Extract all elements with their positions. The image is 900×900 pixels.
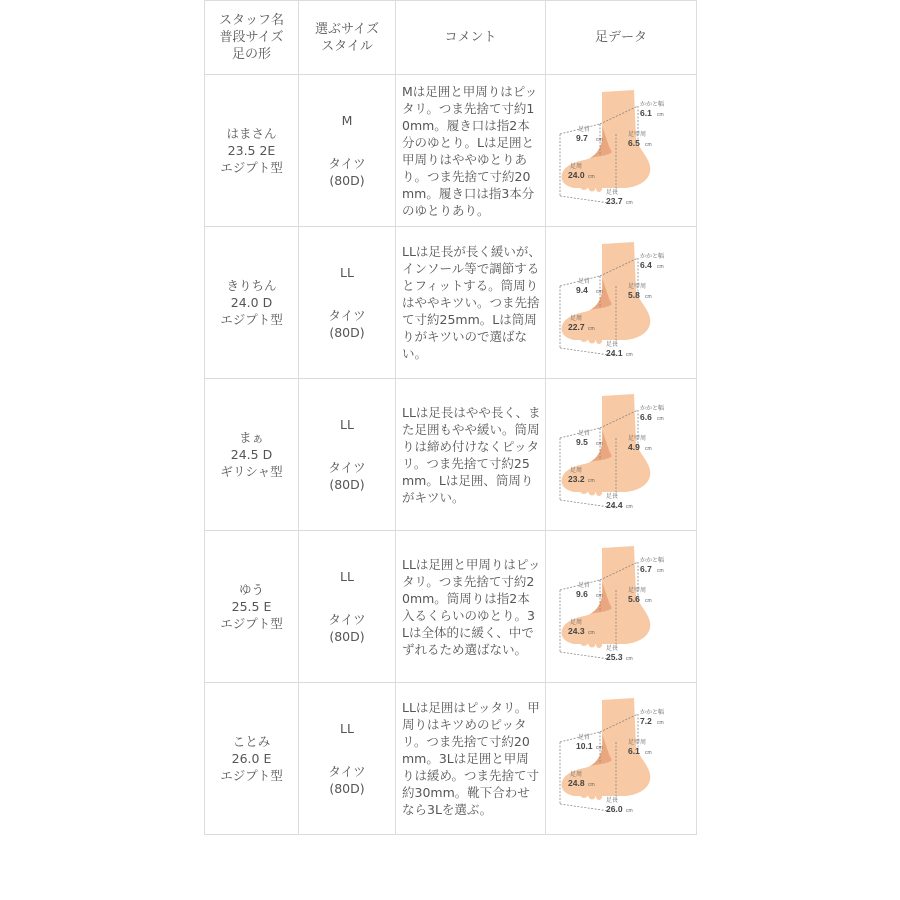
- length-value: 26.0: [606, 803, 623, 814]
- length-label: 足長: [606, 645, 619, 652]
- usual-size: 23.5 2E: [227, 143, 276, 158]
- header-staff-line1: スタッフ名: [218, 13, 284, 28]
- size-comparison-table-wrapper: [204, 0, 696, 835]
- ankle-unit: cm: [596, 288, 603, 295]
- length-value: 23.7: [606, 195, 623, 206]
- header-size-style: [299, 1, 396, 75]
- heel-value: 6.4: [640, 259, 652, 270]
- style-name: タイツ: [328, 308, 366, 323]
- heel-value: 7.2: [640, 715, 652, 726]
- instep-label: 足甲周: [628, 131, 647, 138]
- chosen-size: LL: [340, 265, 354, 280]
- style-name: タイツ: [328, 612, 366, 627]
- size-style-cell: [299, 227, 396, 379]
- instep-value: 6.1: [628, 745, 640, 756]
- table-row-1: [205, 75, 697, 227]
- staff-name: まぁ: [238, 430, 264, 445]
- foot-data-cell: [546, 531, 697, 683]
- usual-size: 24.5 D: [230, 447, 273, 462]
- style-denier: (80D): [329, 781, 365, 796]
- foot-diagram: [556, 238, 686, 368]
- girth-value: 24.3: [568, 625, 585, 636]
- ankle-value: 9.5: [576, 436, 588, 447]
- usual-size: 26.0 E: [231, 751, 272, 766]
- usual-size: 25.5 E: [231, 599, 272, 614]
- size-comparison-table: [204, 0, 697, 835]
- length-value: 24.4: [606, 499, 623, 510]
- heel-label: かかと幅: [640, 101, 665, 108]
- staff-name: ゆう: [238, 582, 264, 597]
- comment-cell: LLは足囲と甲周りはピッタリ。つま先捨て寸約20mm。筒周りは指2本入るくらいのゆとり。3Lは全体的に緩く、中でずれるため選ばない。: [396, 531, 546, 683]
- foot-diagram: [556, 542, 686, 672]
- chosen-size: LL: [340, 569, 354, 584]
- table-body: [205, 75, 697, 835]
- ankle-label: 足首: [578, 582, 591, 589]
- table-row-2: [205, 227, 697, 379]
- length-label: 足長: [606, 341, 619, 348]
- instep-label: 足甲周: [628, 435, 647, 442]
- staff-name: はまさん: [226, 126, 277, 141]
- girth-unit: cm: [588, 173, 595, 180]
- style-denier: (80D): [329, 477, 365, 492]
- instep-unit: cm: [645, 597, 652, 604]
- length-unit: cm: [626, 351, 633, 358]
- style-name: タイツ: [328, 460, 366, 475]
- ankle-unit: cm: [596, 440, 603, 447]
- girth-label: 足周: [570, 771, 583, 778]
- foot-diagram: [556, 694, 686, 824]
- style-denier: (80D): [329, 629, 365, 644]
- header-staff: [205, 1, 299, 75]
- ankle-value: 9.4: [576, 284, 588, 295]
- style-name: タイツ: [328, 156, 366, 171]
- foot-diagram: [556, 86, 686, 216]
- heel-unit: cm: [657, 567, 664, 574]
- heel-label: かかと幅: [640, 557, 665, 564]
- length-label: 足長: [606, 493, 619, 500]
- staff-name: ことみ: [232, 734, 271, 749]
- instep-value: 6.5: [628, 137, 640, 148]
- staff-cell: [205, 531, 299, 683]
- chosen-size: LL: [340, 417, 354, 432]
- girth-label: 足周: [570, 619, 583, 626]
- staff-name: きりちん: [226, 278, 277, 293]
- ankle-label: 足首: [578, 734, 591, 741]
- size-style-cell: [299, 683, 396, 835]
- size-style-cell: [299, 531, 396, 683]
- ankle-value: 9.7: [576, 132, 588, 143]
- usual-size: 24.0 D: [230, 295, 273, 310]
- style-denier: (80D): [329, 173, 365, 188]
- girth-unit: cm: [588, 325, 595, 332]
- header-staff-line2: 普段サイズ: [219, 30, 284, 45]
- staff-cell: [205, 379, 299, 531]
- style-name: タイツ: [328, 764, 366, 779]
- staff-cell: [205, 75, 299, 227]
- staff-cell: [205, 227, 299, 379]
- ankle-value: 9.6: [576, 588, 588, 599]
- girth-label: 足周: [570, 163, 583, 170]
- heel-value: 6.1: [640, 107, 652, 118]
- comment-cell: LLは足長はやや長く、また足囲もやや緩い。筒周りは締め付けなくピッタリ。つま先捨て寸約25mm。Lは足囲、筒周りがキツい。: [396, 379, 546, 531]
- girth-value: 22.7: [568, 321, 585, 332]
- header-comment: コメント: [396, 1, 546, 75]
- instep-value: 5.8: [628, 289, 640, 300]
- length-unit: cm: [626, 655, 633, 662]
- length-value: 25.3: [606, 651, 623, 662]
- instep-label: 足甲周: [628, 283, 647, 290]
- instep-label: 足甲周: [628, 739, 647, 746]
- header-staff-line3: 足の形: [231, 47, 271, 62]
- heel-value: 6.6: [640, 411, 652, 422]
- instep-unit: cm: [645, 141, 652, 148]
- heel-unit: cm: [657, 263, 664, 270]
- ankle-label: 足首: [578, 126, 591, 133]
- instep-value: 5.6: [628, 593, 640, 604]
- heel-label: かかと幅: [640, 253, 665, 260]
- heel-value: 6.7: [640, 563, 652, 574]
- ankle-unit: cm: [596, 592, 603, 599]
- ankle-unit: cm: [596, 744, 603, 751]
- table-row-4: [205, 531, 697, 683]
- size-style-cell: [299, 75, 396, 227]
- instep-unit: cm: [645, 293, 652, 300]
- foot-diagram: [556, 390, 686, 520]
- staff-cell: [205, 683, 299, 835]
- length-label: 足長: [606, 189, 619, 196]
- comment-cell: LLは足長が長く緩いが、インソール等で調節するとフィットする。筒周りはややキツい。つま先捨て寸約25mm。Lは筒周りがキツいので選ばない。: [396, 227, 546, 379]
- comment-cell: Mは足囲と甲周りはピッタリ。つま先捨て寸約10mm。履き口は指2本分のゆとり。Lは足囲と甲周りはややゆとりあり。つま先捨て寸約20mm。履き口は指3本分のゆとりあり。: [396, 75, 546, 227]
- heel-label: かかと幅: [640, 709, 665, 716]
- length-unit: cm: [626, 503, 633, 510]
- table-row-5: [205, 683, 697, 835]
- foot-data-cell: [546, 75, 697, 227]
- ankle-label: 足首: [578, 278, 591, 285]
- chosen-size: LL: [340, 721, 354, 736]
- length-unit: cm: [626, 807, 633, 814]
- foot-shape: エジプト型: [220, 616, 283, 631]
- girth-value: 24.8: [568, 777, 585, 788]
- size-style-cell: [299, 379, 396, 531]
- girth-label: 足周: [570, 315, 583, 322]
- style-denier: (80D): [329, 325, 365, 340]
- girth-value: 24.0: [568, 169, 585, 180]
- length-value: 24.1: [606, 347, 623, 358]
- heel-unit: cm: [657, 415, 664, 422]
- girth-value: 23.2: [568, 473, 585, 484]
- length-label: 足長: [606, 797, 619, 804]
- foot-data-cell: [546, 683, 697, 835]
- heel-unit: cm: [657, 111, 664, 118]
- foot-data-cell: [546, 227, 697, 379]
- heel-unit: cm: [657, 719, 664, 726]
- comment-cell: LLは足囲はピッタリ。甲周りはキツめのピッタリ。つま先捨て寸約20mm。3Lは足囲と甲周りは緩め。つま先捨て寸約30mm。靴下合わせなら3Lを選ぶ。: [396, 683, 546, 835]
- instep-value: 4.9: [628, 441, 640, 452]
- foot-shape: ギリシャ型: [220, 464, 283, 479]
- instep-label: 足甲周: [628, 587, 647, 594]
- girth-unit: cm: [588, 629, 595, 636]
- foot-shape: エジプト型: [220, 768, 283, 783]
- girth-unit: cm: [588, 781, 595, 788]
- length-unit: cm: [626, 199, 633, 206]
- instep-unit: cm: [645, 445, 652, 452]
- foot-shape: エジプト型: [220, 160, 283, 175]
- foot-data-cell: [546, 379, 697, 531]
- heel-label: かかと幅: [640, 405, 665, 412]
- foot-shape: エジプト型: [220, 312, 283, 327]
- instep-unit: cm: [645, 749, 652, 756]
- ankle-unit: cm: [596, 136, 603, 143]
- header-size-line2: スタイル: [321, 38, 373, 54]
- header-foot-data: 足データ: [546, 1, 697, 75]
- header-size-line1: 選ぶサイズ: [315, 21, 379, 37]
- ankle-value: 10.1: [576, 740, 593, 751]
- girth-unit: cm: [588, 477, 595, 484]
- chosen-size: M: [341, 113, 353, 128]
- girth-label: 足周: [570, 467, 583, 474]
- ankle-label: 足首: [578, 430, 591, 437]
- header-row: [205, 1, 697, 75]
- table-row-3: [205, 379, 697, 531]
